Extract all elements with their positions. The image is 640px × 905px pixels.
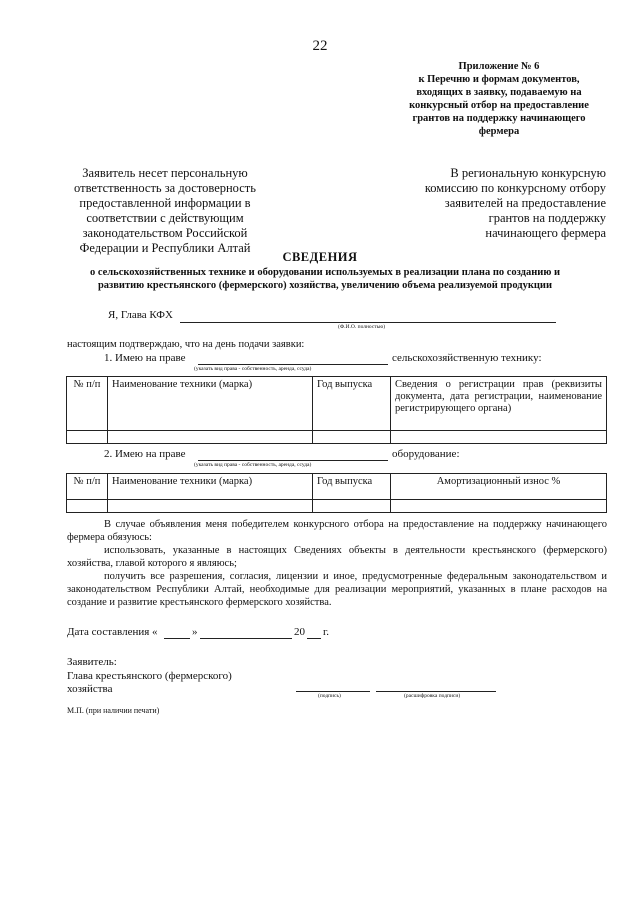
section1-hint: (указать вид права - собственность, аренда, ссуда): [194, 366, 312, 372]
applicant-label: Заявитель:: [67, 656, 117, 668]
head-title-line1: Глава крестьянского (фермерского): [67, 670, 232, 682]
date-day-field[interactable]: [164, 638, 190, 639]
date-label: Дата составления «: [67, 626, 158, 638]
signature-decode-hint: (расшифровка подписи): [404, 693, 461, 699]
note-line: Федерации и Республики Алтай: [79, 241, 251, 255]
page-number: 22: [312, 38, 328, 54]
responsibility-note: [62, 166, 268, 256]
header-cell: Наименование техники (марка): [108, 377, 313, 431]
table-header-row: [67, 474, 607, 500]
note-line: начинающего фермера: [485, 226, 606, 240]
table-cell[interactable]: [313, 500, 391, 513]
table-cell[interactable]: [391, 500, 607, 513]
note-line: ответственность за достоверность: [74, 181, 256, 195]
confirm-text: настоящим подтверждаю, что на день подачи заявки:: [67, 339, 305, 350]
table-row: [67, 500, 607, 513]
obligation-item-1: использовать, указанные в настоящих Сведениях объекты в деятельности крестьянского (фермерского) хозяйства, главой которого я являюсь;: [67, 545, 607, 569]
signature-hint: (подпись): [318, 693, 341, 699]
equipment-table: [66, 473, 607, 513]
appendix-header: [392, 60, 606, 138]
stamp-note: М.П. (при наличии печати): [67, 706, 160, 715]
section2-right-field[interactable]: [198, 460, 388, 461]
header-cell: Наименование техники (марка): [108, 474, 313, 500]
signature-field[interactable]: [296, 691, 370, 692]
section1-suffix: сельскохозяйственную технику:: [392, 352, 542, 364]
section1-right-field[interactable]: [198, 364, 388, 365]
note-line: Заявитель несет персональную: [82, 166, 248, 180]
machinery-table: [66, 376, 607, 444]
appendix-line: входящих в заявку, подаваемую на: [416, 87, 582, 98]
note-line: грантов на поддержку: [488, 211, 606, 225]
date-year-suffix: г.: [323, 626, 330, 638]
section1-prefix: 1. Имею на праве: [104, 352, 186, 364]
appendix-line: к Перечню и формам документов,: [418, 74, 580, 85]
header-cell: № п/п: [67, 474, 108, 500]
note-line: заявителей на предоставление: [444, 196, 606, 210]
table-cell[interactable]: [108, 431, 313, 444]
section2-prefix: 2. Имею на праве: [104, 448, 186, 460]
signature-decode-field[interactable]: [376, 691, 496, 692]
appendix-line: грантов на поддержку начинающего: [412, 113, 586, 124]
table-header-row: [67, 377, 607, 431]
appendix-line: конкурсный отбор на предоставление: [409, 100, 589, 111]
note-line: предоставленной информации в: [79, 196, 251, 210]
obligation-item-2: получить все разрешения, согласия, лицензии и иное, предусмотренные федеральным законодательством и законодательством Республики Алтай, необходимые для реализации мероприятий, указанных в плане расходов на создание и развитие крестьянского фермерского хозяйства.: [67, 571, 607, 608]
head-title-line2: хозяйства: [67, 683, 113, 695]
header-cell: Амортизационный износ %: [391, 474, 607, 500]
table-cell[interactable]: [67, 431, 108, 444]
note-line: В региональную конкурсную: [450, 166, 606, 180]
date-year-field[interactable]: [307, 638, 321, 639]
note-line: законодательством Российской: [82, 226, 248, 240]
table-row: [67, 431, 607, 444]
note-line: соответствии с действующим: [86, 211, 244, 225]
table-cell[interactable]: [108, 500, 313, 513]
obligations-intro: В случае объявления меня победителем конкурсного отбора на предоставление на поддержку начинающего фермера обязуюсь:: [67, 519, 607, 543]
date-year-prefix: 20: [294, 626, 305, 638]
document-title: СВЕДЕНИЯ: [282, 250, 358, 264]
note-line: комиссию по конкурсному отбору: [424, 181, 606, 195]
section2-hint: (указать вид права - собственность, аренда, ссуда): [194, 462, 312, 468]
addressee-note: [394, 166, 606, 241]
appendix-line: фермера: [478, 126, 520, 137]
appendix-line: Приложение № 6: [458, 61, 540, 72]
subtitle-line: развитию крестьянского (фермерского) хозяйства, увеличению объема реализуемой продукции: [97, 280, 553, 291]
header-cell: Год выпуска: [313, 474, 391, 500]
header-cell: № п/п: [67, 377, 108, 431]
date-month-field[interactable]: [200, 638, 292, 639]
declarant-hint: (Ф.И.О. полностью): [338, 324, 386, 330]
header-cell: Год выпуска: [313, 377, 391, 431]
header-cell: Сведения о регистрации прав (реквизиты документа, дата регистрации, наименование регистрирующего органа): [391, 377, 607, 431]
section2-suffix: оборудование:: [392, 448, 460, 460]
subtitle-line: о сельскохозяйственных технике и оборудовании используемых в реализации плана по созданию и: [89, 267, 561, 278]
table-cell[interactable]: [67, 500, 108, 513]
table-cell[interactable]: [313, 431, 391, 444]
declarant-label: Я, Глава КФХ: [108, 309, 173, 321]
table-cell[interactable]: [391, 431, 607, 444]
declarant-name-field[interactable]: [180, 322, 556, 323]
date-quote: »: [192, 626, 198, 638]
document-subtitle: [44, 266, 606, 292]
